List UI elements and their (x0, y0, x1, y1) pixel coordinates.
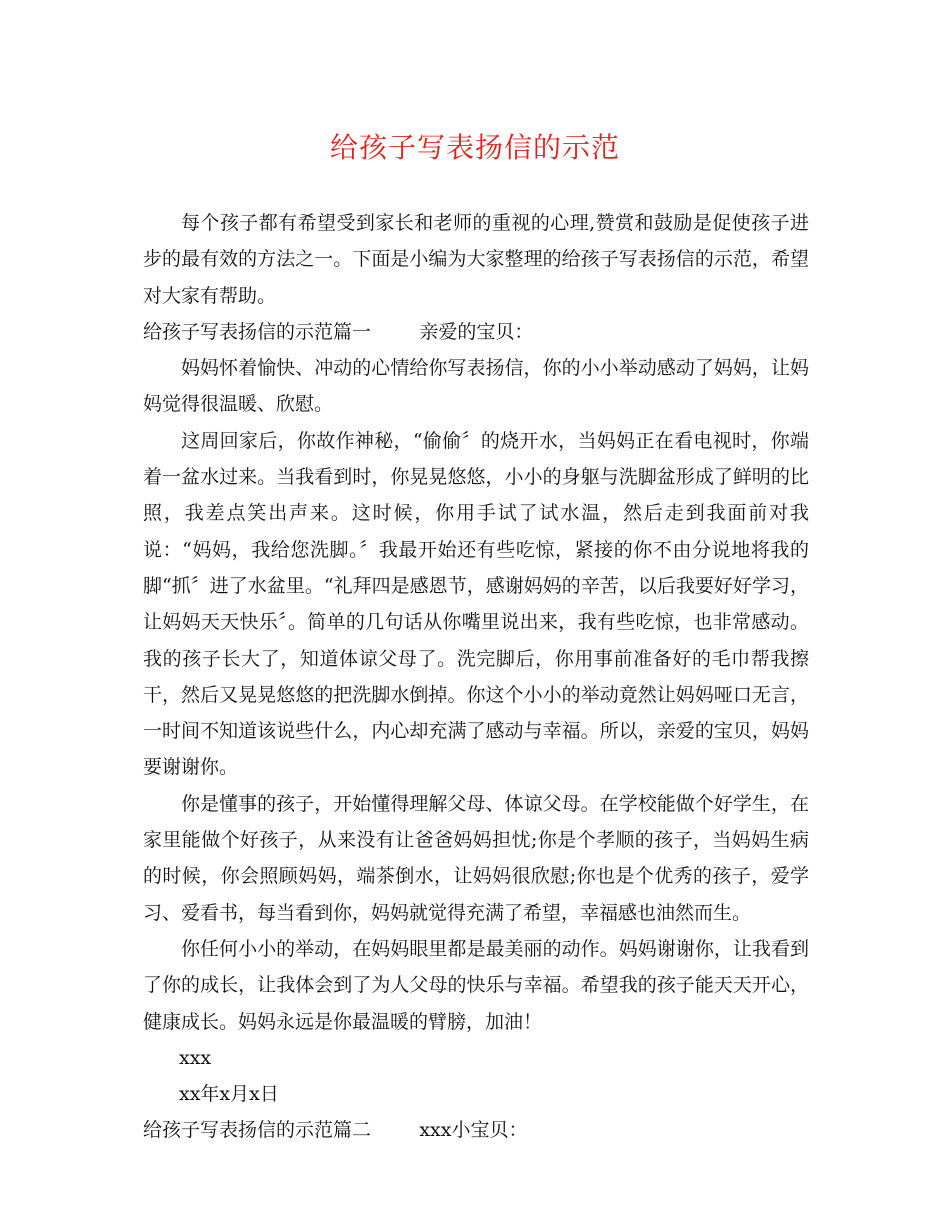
signature-name: xxx (179, 1046, 212, 1069)
section1-paragraph-1: 妈妈怀着愉快、冲动的心情给你写表扬信，你的小小举动感动了妈妈，让妈妈觉得很温暖、欣慰。 (143, 357, 809, 416)
document-title: 给孩子写表扬信的示范 (329, 131, 620, 164)
section1-heading: 给孩子写表扬信的示范篇一 (143, 320, 372, 343)
section2-greeting: xxx小宝贝： (419, 1119, 528, 1142)
section1-paragraph-3: 你是懂事的孩子，开始懂得理解父母、体谅父母。在学校能做个好学生，在家里能做个好孩子，从来没有让爸爸妈妈担忧;你是个孝顺的孩子，当妈妈生病的时候，你会照顾妈妈，端茶倒水，让妈妈很欣慰;你也是个优秀的孩子，爱学习、爱看书，每当看到你，妈妈就觉得充满了希望，幸福感也油然而生。 (143, 792, 809, 924)
section2-heading: 给孩子写表扬信的示范篇二 (143, 1119, 372, 1142)
section1-greeting: 亲爱的宝贝： (419, 320, 534, 343)
section1-heading-line (143, 314, 809, 350)
signature-date: xx年x月x日 (179, 1083, 279, 1106)
section2-heading-line (143, 1112, 809, 1148)
section1-paragraph-4: 你任何小小的举动，在妈妈眼里都是最美丽的动作。妈妈谢谢你，让我看到了你的成长，让我体会到了为人父母的快乐与幸福。希望我的孩子能天天开心，健康成长。妈妈永远是你最温暖的臂膀，加油！ (143, 937, 809, 1033)
document-body (143, 205, 809, 1149)
section1-paragraph-2: 这周回家后，你故作神秘，“偷偷〞的烧开水，当妈妈正在看电视时，你端着一盆水过来。当我看到时，你晃晃悠悠，小小的身躯与洗脚盆形成了鲜明的比照，我差点笑出声来。这时候，你用手试了试水温，然后走到我面前对我说：“妈妈，我给您洗脚。〞我最开始还有些吃惊，紧接的你不由分说地将我的脚“抓〞进了水盆里。“礼拜四是感恩节，感谢妈妈的辛苦，以后我要好好学习，让妈妈天天快乐〞。简单的几句话从你嘴里说出来，我有些吃惊，也非常感动。我的孩子长大了，知道体谅父母了。洗完脚后，你用事前准备好的毛巾帮我擦干，然后又晃晃悠悠的把洗脚水倒掉。你这个小小的举动竟然让妈妈哑口无言，一时间不知道该说些什么，内心却充满了感动与幸福。所以，亲爱的宝贝，妈妈要谢谢你。 (143, 429, 809, 779)
intro-paragraph: 每个孩子都有希望受到家长和老师的重视的心理,赞赏和鼓励是促使孩子进步的最有效的方法之一。下面是小编为大家整理的给孩子写表扬信的示范，希望对大家有帮助。 (143, 212, 809, 307)
